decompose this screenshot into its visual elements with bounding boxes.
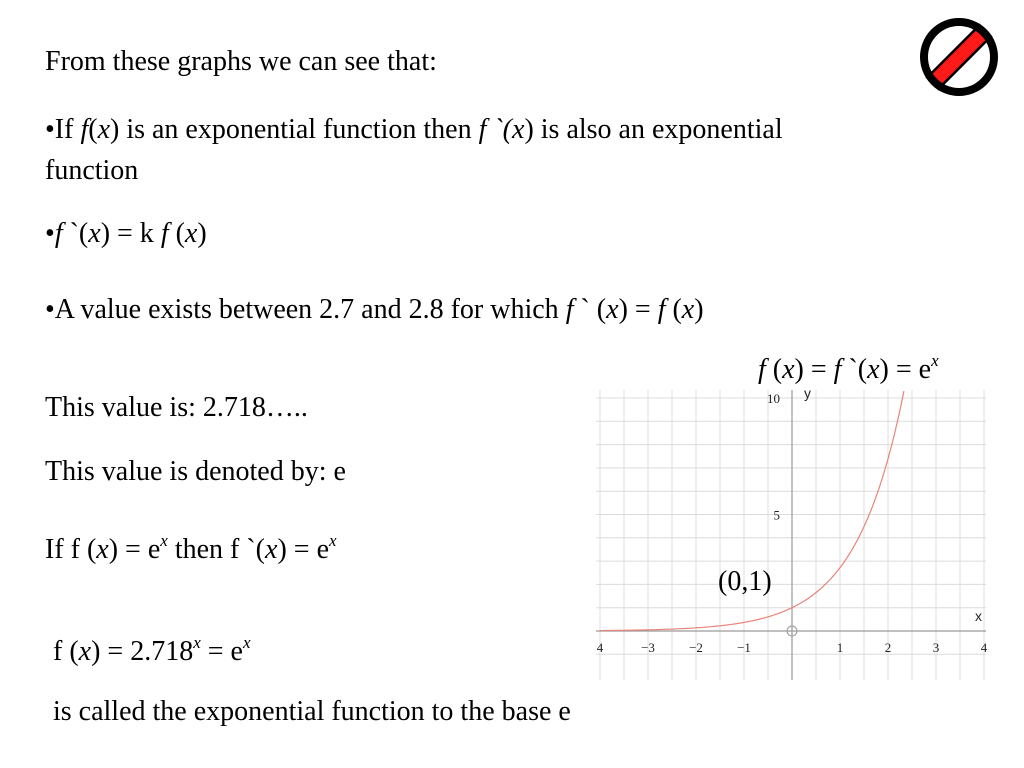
f-symbol: f	[833, 354, 842, 385]
x-tick-label: −2	[689, 640, 703, 655]
formula-part: ) = e	[879, 354, 932, 385]
exponent: x	[329, 531, 337, 550]
formula-part: ) =	[794, 354, 834, 385]
exponential-graph	[590, 390, 990, 680]
formula-part: = e	[200, 636, 243, 667]
f-symbol: f	[657, 294, 666, 325]
formula-part: ) = k	[100, 218, 161, 249]
x-tick-label: 4	[596, 640, 604, 655]
x-tick-label: −3	[641, 640, 655, 655]
axes	[596, 390, 986, 680]
bullet-prefix: •If	[45, 114, 81, 145]
formula-part: then f `(	[167, 534, 266, 565]
bullet-text: •A value exists between 2.7 and 2.8 for which	[45, 294, 566, 325]
x-tick-label: 1	[836, 640, 844, 655]
denoted-by-text: This value is denoted by: e	[45, 456, 346, 487]
f-symbol: f	[758, 354, 766, 385]
formula-part: (	[665, 294, 682, 325]
point-label: (0,1)	[718, 566, 772, 597]
f-symbol: f	[54, 218, 63, 249]
x-symbol: x	[512, 114, 525, 145]
f-symbol: f	[160, 218, 169, 249]
if-then-formula	[45, 531, 337, 566]
y-tick-label: 10	[767, 391, 780, 406]
exponent: x	[160, 531, 168, 550]
formula-part: )	[197, 218, 207, 249]
x-tick-label: 3	[932, 640, 940, 655]
f-prime-symbol: f `(	[478, 114, 513, 145]
bullet-prefix: •	[45, 218, 55, 249]
paren-open: (	[88, 114, 98, 145]
x-symbol: x	[265, 534, 278, 565]
graph-title-formula	[758, 351, 939, 386]
x-axis-label: x	[975, 608, 982, 624]
formula-part: ) = e	[277, 534, 329, 565]
no-entry-icon	[918, 16, 1000, 98]
grid	[596, 390, 986, 680]
x-tick-label: 2	[884, 640, 892, 655]
x-symbol: x	[782, 354, 795, 385]
formula-part: ` (	[573, 294, 607, 325]
x-tick-label: −1	[737, 640, 751, 655]
formula-part: ) = 2.718	[91, 636, 194, 667]
paren-close: )	[110, 114, 120, 145]
f-symbol: f	[80, 114, 89, 145]
formula-part: `(	[841, 354, 868, 385]
x-symbol: x	[97, 114, 110, 145]
x-symbol: x	[96, 534, 109, 565]
x-symbol: x	[606, 294, 619, 325]
bullet-wrap-text: function	[45, 155, 139, 186]
called-text: is called the exponential function to the base e	[53, 696, 571, 727]
x-symbol: x	[184, 218, 198, 249]
formula-part: (	[168, 218, 185, 249]
x-symbol: x	[88, 218, 101, 249]
x-tick-label: 4	[980, 640, 988, 655]
formula-part: If f (	[45, 534, 97, 565]
bullet-value-exists	[45, 294, 704, 326]
bullet-text: is an exponential function then	[119, 114, 479, 145]
f-symbol: f	[565, 294, 574, 325]
value-is-text: This value is: 2.718…..	[45, 392, 308, 423]
formula-part: (	[765, 354, 783, 385]
formula-part: `(	[62, 218, 89, 249]
y-axis-label: y	[804, 390, 811, 401]
x-symbol: x	[681, 294, 695, 325]
exponent: x	[242, 633, 251, 652]
x-symbol: x	[867, 354, 880, 385]
bullet-proportional	[45, 218, 207, 250]
y-tick-label: 5	[773, 507, 780, 523]
formula-part: ) =	[618, 294, 658, 325]
x-symbol: x	[78, 636, 92, 667]
base-value-formula	[53, 633, 251, 668]
formula-part: ) = e	[108, 534, 161, 565]
exponent: x	[931, 351, 939, 370]
formula-part: f (	[53, 636, 79, 667]
bullet-text-end: ) is also an exponential	[524, 114, 783, 145]
formula-part: )	[694, 294, 704, 325]
exponent: x	[193, 633, 201, 652]
bullet-exponential-derivative	[45, 114, 783, 146]
intro-text: From these graphs we can see that:	[45, 46, 437, 77]
